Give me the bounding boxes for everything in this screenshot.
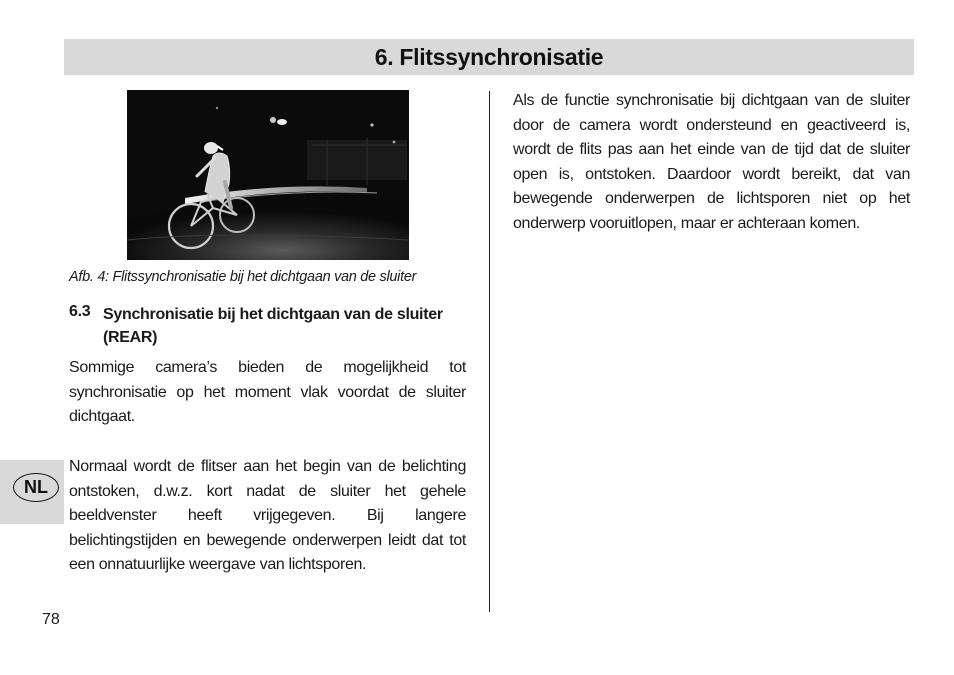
right-paragraph-1: Als de functie synchronisatie bij dichtgaan van de sluiter door de camera wordt ondersteund en geactiveerd is, wordt de flits pas aan het einde van de tijd dat de sluiter open is, ontstoken. Daardoor wordt bereikt, dat van bewegende onderwerpen de lichtsporen niet op het onderwerp vooruitlopen, maar er achteraan komen.	[513, 92, 910, 232]
figure-photo-cyclist-light-trails	[127, 90, 409, 260]
section-heading: Synchronisatie bij het dichtgaan van de sluiter (REAR)	[103, 306, 443, 346]
left-paragraph-2: Normaal wordt de flitser aan het begin van de belichting ontstoken, d.w.z. kort nadat de sluiter het gehele beeldvenster heeft vrijgegeven. Bij langere belichtingstijden en bewegende onderwerpen leidt dat tot een onnatuurlijke weergave van lichtsporen.	[69, 458, 466, 574]
language-label: NL	[13, 473, 59, 502]
column-divider	[489, 91, 490, 612]
chapter-header-bar	[64, 39, 914, 75]
left-paragraph-1: Sommige camera’s bieden de mogelijkheid tot synchronisatie op het moment vlak voordat de sluiter dichtgaat.	[69, 359, 466, 426]
cyclist-photo	[127, 90, 409, 260]
page-number: 78	[42, 611, 60, 628]
section-number: 6.3	[69, 303, 91, 320]
figure-caption: Afb. 4: Flitssynchronisatie bij het dichtgaan van de sluiter	[69, 269, 417, 285]
chapter-title: 6. Flitssynchronisatie	[374, 44, 604, 70]
